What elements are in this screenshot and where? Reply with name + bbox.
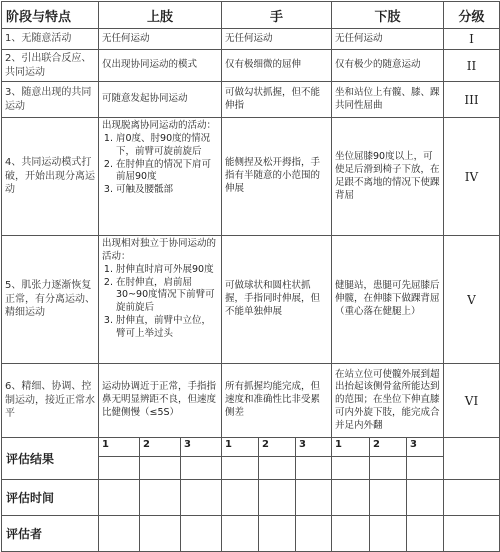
eval-num: 3 <box>181 438 222 457</box>
upper-intro: 出现相对独立于协同运动的活动： <box>102 238 217 262</box>
lower-cell: 坐和站位上有髋、膝、踝共同性屈曲 <box>332 82 444 118</box>
upper-cell: 无任何运动 <box>99 29 222 50</box>
eval-input[interactable] <box>296 457 332 480</box>
eval-input[interactable] <box>296 516 332 552</box>
list-item: 2. 在肘伸直的情况下肩可前屈90度 <box>116 159 218 185</box>
eval-input[interactable] <box>370 480 407 516</box>
eval-input[interactable] <box>181 480 222 516</box>
eval-num: 1 <box>222 438 259 457</box>
stage-cell: 5、肌张力逐渐恢复正常，有分离运动、精细运动 <box>2 236 99 364</box>
header-row <box>2 2 500 29</box>
list-item: 3. 肘伸直，前臂中立位，臂可上举过头 <box>116 315 218 341</box>
table-row <box>2 118 500 236</box>
eval-row-time <box>2 480 500 516</box>
level-cell: VI <box>444 364 500 438</box>
header-level: 分级 <box>444 2 500 29</box>
hand-cell: 仅有极细微的屈伸 <box>222 50 332 82</box>
lower-cell: 无任何运动 <box>332 29 444 50</box>
upper-cell <box>99 236 222 364</box>
eval-input[interactable] <box>332 516 370 552</box>
level-cell: II <box>444 50 500 82</box>
eval-input[interactable] <box>181 516 222 552</box>
eval-input[interactable] <box>99 457 140 480</box>
eval-row-result <box>2 438 500 457</box>
stage-cell: 3、随意出现的共同运动 <box>2 82 99 118</box>
list-item: 3. 可触及腰骶部 <box>116 184 218 197</box>
lower-cell: 健腿站，患腿可先屈膝后伸髋，在伸膝下做踝背屈（重心落在健腿上） <box>332 236 444 364</box>
list-item: 2. 在肘伸直，肩前屈30~90度情况下前臂可旋前旋后 <box>116 277 218 315</box>
hand-cell: 无任何运动 <box>222 29 332 50</box>
eval-input[interactable] <box>259 480 296 516</box>
table-row <box>2 29 500 50</box>
table-row <box>2 82 500 118</box>
eval-input[interactable] <box>407 457 444 480</box>
hand-cell: 可做球状和圆柱状抓握，手指同时伸展，但不能单独伸展 <box>222 236 332 364</box>
upper-cell <box>99 118 222 236</box>
eval-label-assessor: 评估者 <box>2 516 99 552</box>
eval-level-input[interactable] <box>444 438 500 480</box>
eval-input[interactable] <box>259 516 296 552</box>
eval-input[interactable] <box>222 516 259 552</box>
eval-label-result: 评估结果 <box>2 438 99 480</box>
hand-cell: 能侧捏及松开拇指，手指有半随意的小范围的伸展 <box>222 118 332 236</box>
lower-cell: 仅有极少的随意运动 <box>332 50 444 82</box>
header-upper: 上肢 <box>99 2 222 29</box>
upper-intro: 出现脱离协同运动的活动： <box>102 120 217 132</box>
upper-list <box>102 264 218 341</box>
lower-cell: 在站立位可使髋外展到超出抬起该侧骨盆所能达到的范围；在坐位下伸直膝可内外旋下肢，能完成合并足内外翻 <box>332 364 444 438</box>
eval-num: 3 <box>407 438 444 457</box>
upper-cell: 可随意发起协同运动 <box>99 82 222 118</box>
stage-cell: 4、共同运动模式打破，开始出现分离运动 <box>2 118 99 236</box>
eval-num: 2 <box>259 438 296 457</box>
eval-input[interactable] <box>370 516 407 552</box>
stage-cell: 6、精细、协调、控制运动，接近正常水平 <box>2 364 99 438</box>
eval-input[interactable] <box>407 480 444 516</box>
eval-input[interactable] <box>140 457 181 480</box>
eval-input[interactable] <box>99 516 140 552</box>
level-cell: III <box>444 82 500 118</box>
stage-cell: 2、引出联合反应、共同运动 <box>2 50 99 82</box>
eval-input[interactable] <box>99 480 140 516</box>
upper-cell: 仅出现协同运动的模式 <box>99 50 222 82</box>
eval-input[interactable] <box>140 516 181 552</box>
eval-label-time: 评估时间 <box>2 480 99 516</box>
eval-row-assessor <box>2 516 500 552</box>
evaluation-table <box>1 437 500 552</box>
eval-input[interactable] <box>332 457 370 480</box>
table-row <box>2 50 500 82</box>
eval-num: 2 <box>140 438 181 457</box>
eval-input[interactable] <box>444 516 500 552</box>
eval-num: 2 <box>370 438 407 457</box>
eval-num: 1 <box>332 438 370 457</box>
eval-input[interactable] <box>407 516 444 552</box>
brunnstrom-table <box>1 1 500 438</box>
list-item: 1. 肘伸直时肩可外展90度 <box>116 264 218 277</box>
table-row <box>2 236 500 364</box>
upper-cell: 运动协调近于正常，手指指鼻无明显辨距不良，但速度比健侧慢（≤5S） <box>99 364 222 438</box>
upper-list <box>102 133 218 197</box>
eval-input[interactable] <box>140 480 181 516</box>
eval-input[interactable] <box>332 480 370 516</box>
eval-input[interactable] <box>370 457 407 480</box>
eval-num: 3 <box>296 438 332 457</box>
header-stage: 阶段与特点 <box>2 2 99 29</box>
lower-cell: 坐位屈膝90度以上，可使足后滑到椅子下放，在足跟不离地的情况下使踝背屈 <box>332 118 444 236</box>
eval-input[interactable] <box>181 457 222 480</box>
eval-input[interactable] <box>296 480 332 516</box>
eval-num: 1 <box>99 438 140 457</box>
level-cell: V <box>444 236 500 364</box>
hand-cell: 可做勾状抓握，但不能伸指 <box>222 82 332 118</box>
eval-input[interactable] <box>222 480 259 516</box>
level-cell: IV <box>444 118 500 236</box>
eval-input[interactable] <box>259 457 296 480</box>
header-lower: 下肢 <box>332 2 444 29</box>
list-item: 1. 肩0度、肘90度的情况下，前臂可旋前旋后 <box>116 133 218 159</box>
eval-input[interactable] <box>444 480 500 516</box>
header-hand: 手 <box>222 2 332 29</box>
eval-input[interactable] <box>222 457 259 480</box>
level-cell: I <box>444 29 500 50</box>
table-row <box>2 364 500 438</box>
stage-cell: 1、无随意活动 <box>2 29 99 50</box>
hand-cell: 所有抓握均能完成，但速度和准确性比非受累侧差 <box>222 364 332 438</box>
